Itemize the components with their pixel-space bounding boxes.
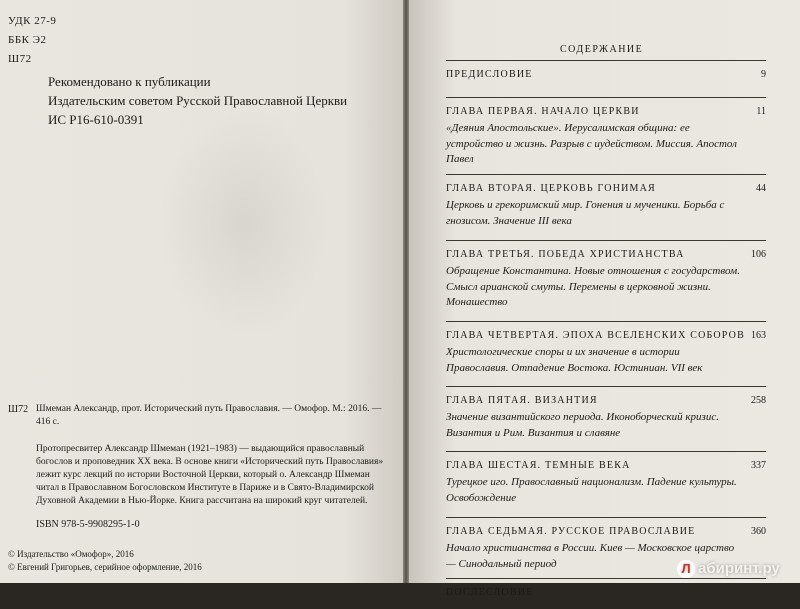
toc-entry-page: 106 — [751, 249, 766, 260]
toc-entry-description: Церковь и грекоримский мир. Гонения и мученики. Борьба с гнозисом. Значение III века — [446, 199, 725, 227]
toc-entry-chapter-3[interactable] — [446, 241, 766, 321]
classification-codes — [8, 12, 56, 69]
copyright-line: © Издательство «Омофор», 2016 — [8, 549, 134, 559]
table-of-contents — [446, 60, 766, 609]
left-page — [0, 0, 403, 583]
toc-entry-description: Обращение Константина. Новые отношения с государством. Смысл арианской смуты. Перемены в церковной жизни. Монашество — [446, 265, 740, 308]
toc-entry-description: Христологические споры и их значение в истории Православия. Отпадение Востока. Юстиниан. VII век — [446, 346, 703, 374]
toc-entry-chapter-6[interactable] — [446, 452, 766, 517]
toc-entry-page: 9 — [761, 69, 766, 80]
toc-entry-title: ГЛАВА ПЕРВАЯ. НАЧАЛО ЦЕРКВИ — [446, 106, 640, 117]
book-annotation: Протопресвитер Александр Шмеман (1921–1983) — выдающийся православный богослов и проповедник XX века. В основе книги «Исторический путь Православия» лежит курс лекций по истории Восточной Церкви, который о. Александр Шмеман читал в Православном Богословском Институте в Париже и в Свято-Владимирской Духовной Академии в Нью-Йорке. Книга рассчитана на широкий круг читателей. — [36, 444, 384, 506]
publication-recommendation — [48, 72, 347, 129]
biblio-description: Шмеман Александр, прот. Исторический путь Православия. — Омофор. М.: 2016. — 416 с. — [36, 404, 382, 427]
toc-entry-chapter-5[interactable] — [446, 387, 766, 451]
labirint-logo-icon: Л — [677, 560, 695, 578]
toc-entry-description: Турецкое иго. Православный национализм. Падение культуры. Освобождение — [446, 476, 737, 504]
toc-entry-page: 163 — [751, 330, 766, 341]
toc-entry-preface[interactable] — [446, 61, 766, 97]
show-through-illustration — [160, 108, 330, 338]
recommendation-line: ИС Р16-610-0391 — [48, 112, 144, 127]
toc-entry-afterword[interactable] — [446, 579, 766, 609]
biblio-code: Ш72 — [8, 404, 29, 415]
udk-code: УДК 27-9 — [8, 15, 57, 27]
toc-entry-chapter-4[interactable] — [446, 322, 766, 386]
toc-entry-page: 11 — [756, 106, 766, 117]
toc-entry-title: ГЛАВА ШЕСТАЯ. ТЕМНЫЕ ВЕКА — [446, 460, 631, 471]
toc-entry-description: «Деяния Апостольские». Иерусалимская община: ее устройство и жизнь. Разрыв с иудейством. Миссия. Апостол Павел — [446, 122, 737, 165]
toc-entry-title: ГЛАВА ЧЕТВЕРТАЯ. ЭПОХА ВСЕЛЕНСКИХ СОБОРОВ — [446, 330, 745, 341]
toc-entry-chapter-2[interactable] — [446, 175, 766, 240]
toc-entry-title: ПРЕДИСЛОВИЕ — [446, 69, 533, 80]
toc-entry-description: Начало христианства в России. Киев — Московское царство — Синодальный период — [446, 542, 735, 570]
toc-entry-page: 360 — [751, 526, 766, 537]
toc-entry-page: 258 — [751, 395, 766, 406]
toc-entry-title: ГЛАВА СЕДЬМАЯ. РУССКОЕ ПРАВОСЛАВИЕ — [446, 526, 696, 537]
author-mark: Ш72 — [8, 53, 32, 65]
toc-entry-title: ПОСЛЕСЛОВИЕ — [446, 587, 534, 598]
labirint-watermark — [677, 560, 780, 578]
recommendation-line: Рекомендовано к публикации — [48, 74, 211, 89]
recommendation-line: Издательским советом Русской Православной Церкви — [48, 93, 348, 108]
bibliographic-record — [8, 403, 388, 531]
copyright-line: © Евгений Григорьев, серийное оформление, 2016 — [8, 562, 202, 572]
isbn: ISBN 978-5-9908295-1-0 — [36, 519, 140, 530]
toc-entry-title: ГЛАВА ВТОРАЯ. ЦЕРКОВЬ ГОНИМАЯ — [446, 183, 656, 194]
toc-entry-chapter-1[interactable] — [446, 98, 766, 174]
toc-entry-description: Значение византийского периода. Иконоборческий кризис. Византия и Рим. Византия и славяне — [446, 411, 719, 439]
watermark-text: абиринт.ру — [698, 560, 780, 577]
toc-entry-page: 337 — [751, 460, 766, 471]
toc-entry-title: ГЛАВА ТРЕТЬЯ. ПОБЕДА ХРИСТИАНСТВА — [446, 249, 685, 260]
bbk-code: ББК Э2 — [8, 34, 47, 46]
toc-heading: СОДЕРЖАНИЕ — [560, 44, 644, 55]
toc-entry-page: 44 — [756, 183, 766, 194]
copyright-block — [8, 548, 202, 574]
toc-entry-title: ГЛАВА ПЯТАЯ. ВИЗАНТИЯ — [446, 395, 598, 406]
